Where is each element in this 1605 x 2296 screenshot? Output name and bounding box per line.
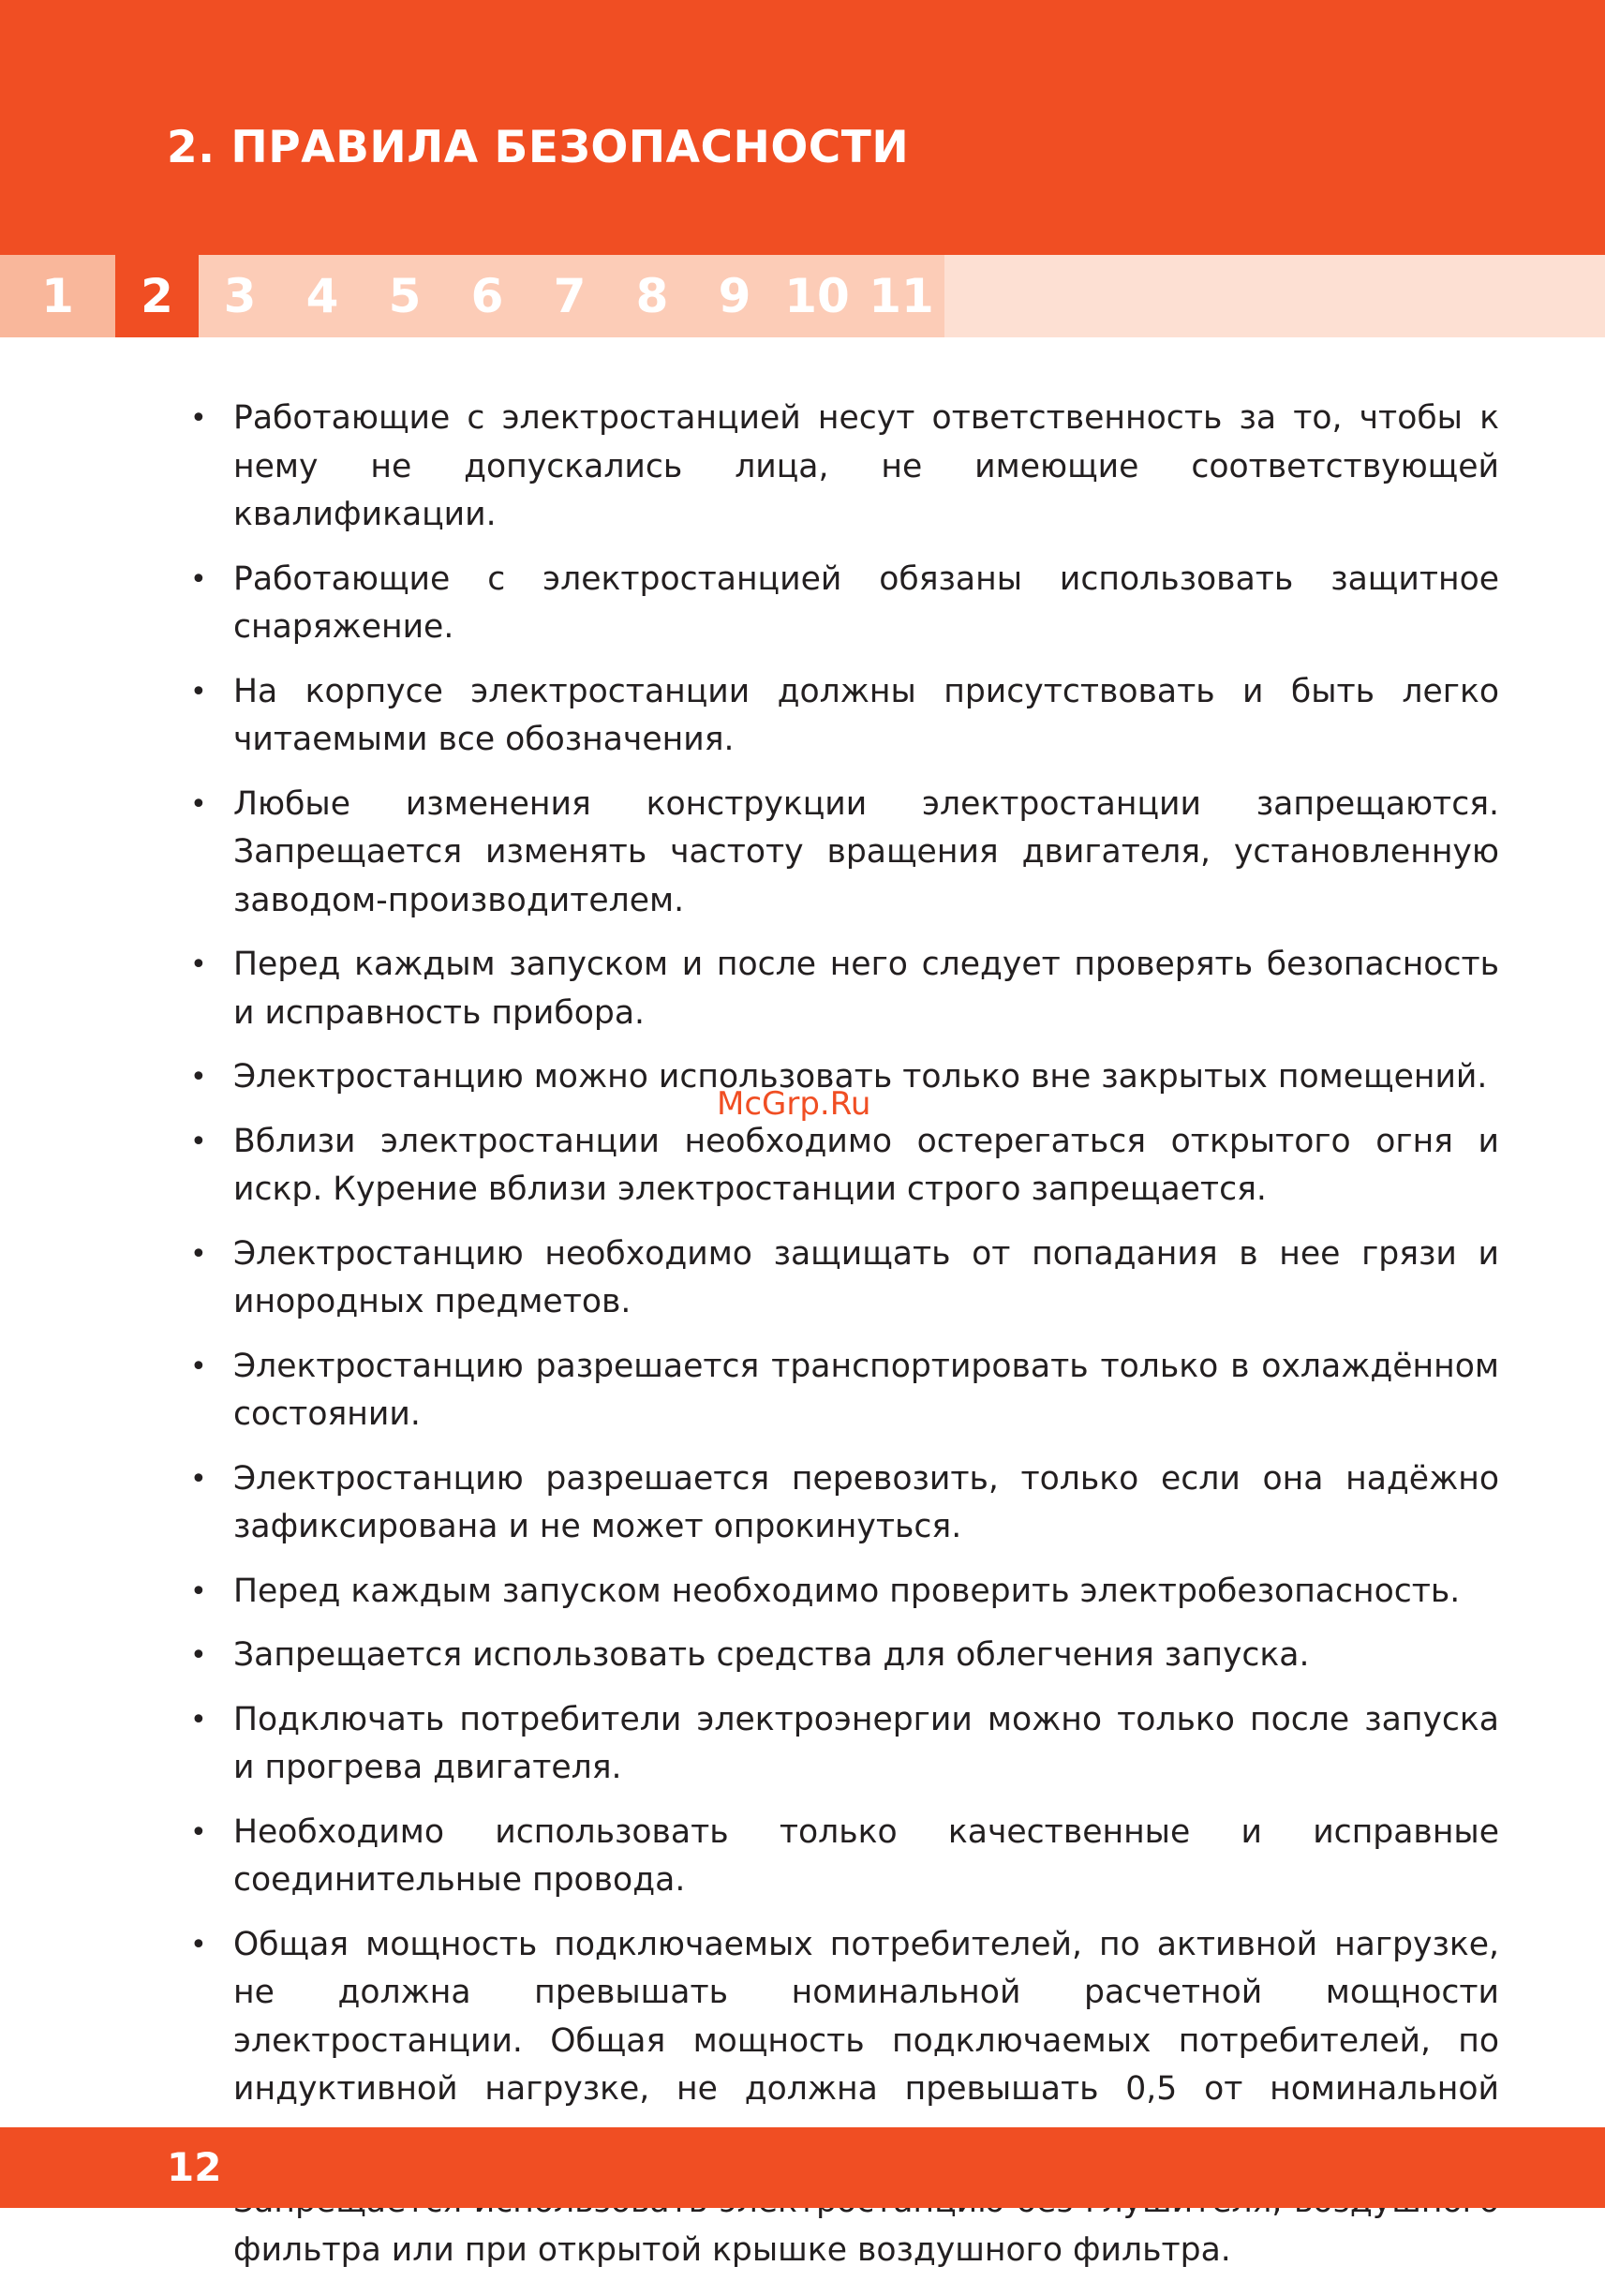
list-item — [183, 1921, 1499, 2163]
list-item — [183, 941, 1499, 1037]
bullet-icon: • — [190, 787, 207, 821]
bullet-icon: • — [190, 1061, 207, 1094]
bullet-icon: • — [190, 1815, 207, 1849]
rule-text: Электростанцию можно использовать только вне закрытых помещений. — [233, 1058, 1488, 1096]
rule-text: Работающие с электростанцией обязаны использовать защитное снаряжение. — [233, 559, 1499, 646]
chapter-tab-1[interactable]: 1 — [0, 255, 115, 337]
rule-text: Электростанцию разрешается транспортировать только в охлаждённом состоянии. — [233, 1347, 1499, 1433]
chapter-tab-2[interactable]: 2 — [115, 255, 199, 337]
list-item — [183, 1696, 1499, 1793]
chapter-tab-4[interactable]: 4 — [281, 255, 364, 337]
rule-text: Подключать потребители электроэнергии можно только после запуска и прогрева двигателя. — [233, 1700, 1499, 1786]
list-item — [183, 1568, 1499, 1617]
list-item — [183, 1118, 1499, 1215]
list-item — [183, 668, 1499, 765]
rule-text: Вблизи электростанции необходимо остерегаться открытого огня и искр. Курение вблизи электростанции строго запрещается. — [233, 1122, 1499, 1208]
rule-text: Перед каждым запуском и после него следует проверять безопасность и исправность прибора. — [233, 946, 1499, 1032]
list-item — [183, 1455, 1499, 1552]
chapter-tab-6[interactable]: 6 — [446, 255, 528, 337]
rule-text: Электростанцию разрешается перевозить, только если она надёжно зафиксирована и не может опрокинуться. — [233, 1459, 1499, 1545]
rule-text: Любые изменения конструкции электростанции запрещаются. Запрещается изменять частоту вращения двигателя, установленную заводом-производителем. — [233, 784, 1499, 919]
bullet-icon: • — [190, 402, 207, 435]
bullet-icon: • — [190, 1462, 207, 1496]
safety-rules-list — [183, 395, 1499, 2290]
chapter-nav — [0, 255, 944, 337]
rule-text: На корпусе электростанции должны присутствовать и быть легко читаемыми все обозначения. — [233, 672, 1499, 758]
chapter-tab-3[interactable]: 3 — [199, 255, 281, 337]
bullet-icon: • — [190, 1703, 207, 1737]
watermark: McGrp.Ru — [717, 1085, 871, 1123]
chapter-tab-10[interactable]: 10 — [776, 255, 858, 337]
list-item — [183, 1632, 1499, 1680]
bullet-icon: • — [190, 1125, 207, 1158]
bullet-icon: • — [190, 1574, 207, 1608]
rule-text: Перед каждым запуском необходимо проверить электробезопасность. — [233, 1572, 1461, 1610]
list-item — [183, 1343, 1499, 1439]
bullet-icon: • — [190, 1237, 207, 1271]
rule-text: Запрещается использовать средства для облегчения запуска. — [233, 1636, 1310, 1674]
page-title: 2. ПРАВИЛА БЕЗОПАСНОСТИ — [167, 122, 910, 173]
rule-text: Электростанцию необходимо защищать от попадания в нее грязи и инородных предметов. — [233, 1234, 1499, 1320]
chapter-tab-5[interactable]: 5 — [364, 255, 446, 337]
rule-text: Общая мощность подключаемых потребителей, по активной нагрузке, не должна превышать номинальной расчетной мощности электростанции. Общая мощность подключаемых потребителей, по индуктивной нагрузке, не должна превышать 0,5 от номинальной — [233, 1925, 1499, 2108]
chapter-tab-7[interactable]: 7 — [528, 255, 611, 337]
list-item — [183, 1809, 1499, 1905]
footer-band — [0, 2127, 1605, 2208]
list-item — [183, 781, 1499, 926]
bullet-icon: • — [190, 1928, 207, 1961]
bullet-icon: • — [190, 1639, 207, 1672]
list-item — [183, 1230, 1499, 1327]
rule-text: фильтра или при открытой крышке воздушного фильтра. — [233, 2230, 1231, 2269]
bullet-icon: • — [190, 1349, 207, 1383]
bullet-icon: • — [190, 675, 207, 708]
rule-text: Работающие с электростанцией несут ответственность за то, чтобы к нему не допускались лица, не имеющие соответствующей квалификации. — [233, 399, 1499, 533]
bullet-icon: • — [190, 948, 207, 981]
rule-text: Необходимо использовать только качественные и исправные соединительные провода. — [233, 1812, 1499, 1899]
page-number: 12 — [167, 2144, 222, 2190]
list-item — [183, 395, 1499, 540]
chapter-tab-8[interactable]: 8 — [611, 255, 693, 337]
bullet-icon: • — [190, 562, 207, 596]
list-item — [183, 556, 1499, 652]
chapter-tab-11[interactable]: 11 — [858, 255, 944, 337]
chapter-tab-9[interactable]: 9 — [693, 255, 776, 337]
